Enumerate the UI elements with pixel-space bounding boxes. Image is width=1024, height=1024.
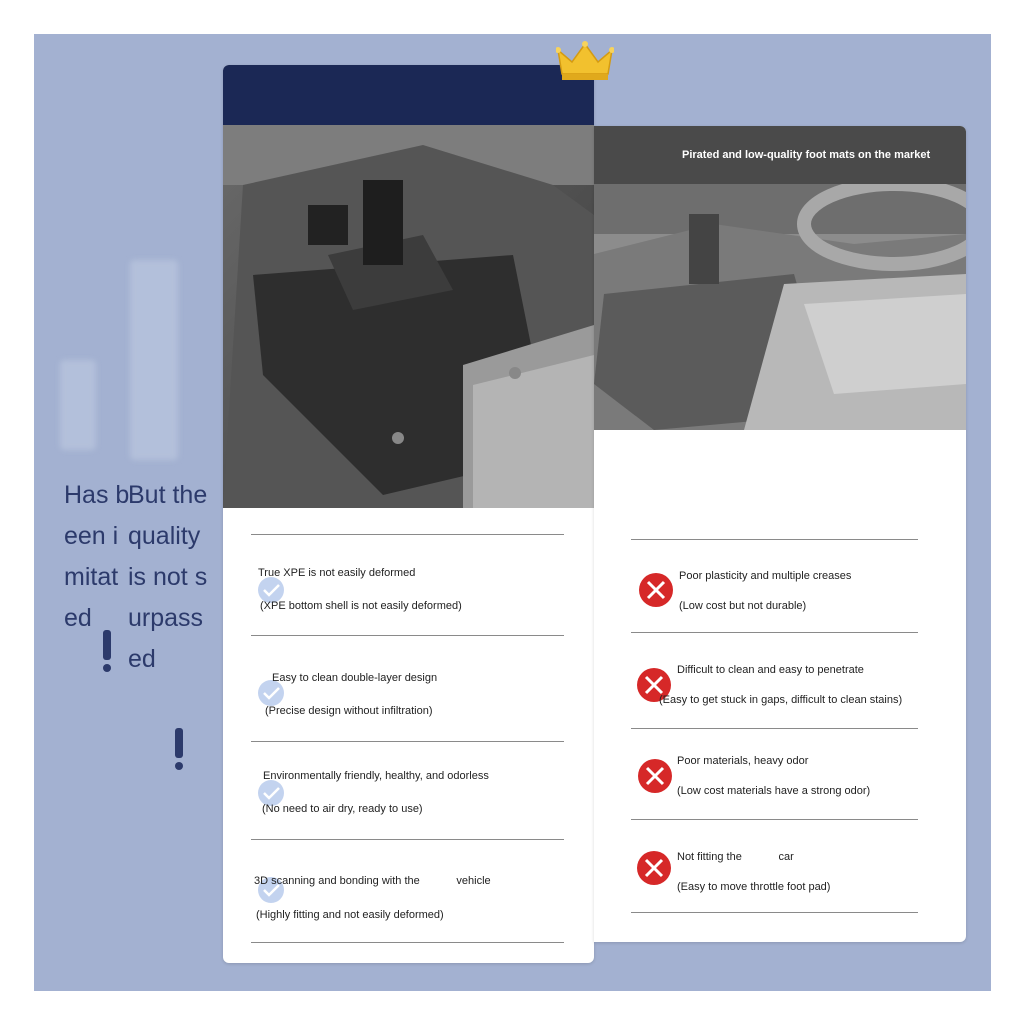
cross-icon [637,758,673,794]
pirated-mat-photo [594,184,966,430]
genuine-feature-title: Easy to clean double-layer design [272,672,438,684]
pirated-feature-title: Poor materials, heavy odor [677,755,809,767]
side-text-quality: But the quality is not surpassed [128,481,208,673]
divider [251,635,564,636]
genuine-feature-title: True XPE is not easily deformed [258,567,416,579]
pirated-feature-subtitle: (Easy to move throttle foot pad) [677,881,831,893]
genuine-mat-photo [223,125,594,508]
genuine-card-header [223,65,594,125]
side-text-imitated: Has been imitated [64,481,130,632]
divider [251,534,564,535]
pirated-feature-title: Poor plasticity and multiple creases [679,570,852,582]
divider [631,819,918,820]
cross-icon [636,850,672,886]
genuine-feature-subtitle: (XPE bottom shell is not easily deformed) [260,600,462,612]
exclamation-icon [103,630,111,660]
divider [631,728,918,729]
divider [631,632,918,633]
genuine-feature-title: 3D scanning and bonding with the vehicle [254,875,491,887]
exclamation-dot [175,762,183,770]
genuine-feature-title: Environmentally friendly, healthy, and odorless [263,770,489,782]
pirated-feature-subtitle: (Easy to get stuck in gaps, difficult to clean stains) [659,694,903,706]
divider [251,839,564,840]
divider [631,912,918,913]
exclamation-icon [175,728,183,758]
genuine-feature-subtitle: (Precise design without infiltration) [265,705,433,717]
pirated-card-title: Pirated and low-quality foot mats on the market [682,149,931,161]
pirated-feature-title: Difficult to clean and easy to penetrate [677,664,864,676]
pirated-mat-card [594,126,966,942]
exclamation-dot [103,664,111,672]
blur-decoration [130,260,178,460]
divider [631,539,918,540]
cross-icon [638,572,674,608]
divider [251,942,564,943]
crown-icon [556,40,614,84]
genuine-feature-subtitle: (No need to air dry, ready to use) [262,803,423,815]
pirated-feature-subtitle: (Low cost materials have a strong odor) [677,785,871,797]
genuine-feature-subtitle: (Highly fitting and not easily deformed) [256,909,444,921]
genuine-mat-card [223,65,594,963]
pirated-feature-title: Not fitting the car [677,851,794,863]
blur-decoration [60,360,96,450]
pirated-feature-subtitle: (Low cost but not durable) [679,600,807,612]
divider [251,741,564,742]
